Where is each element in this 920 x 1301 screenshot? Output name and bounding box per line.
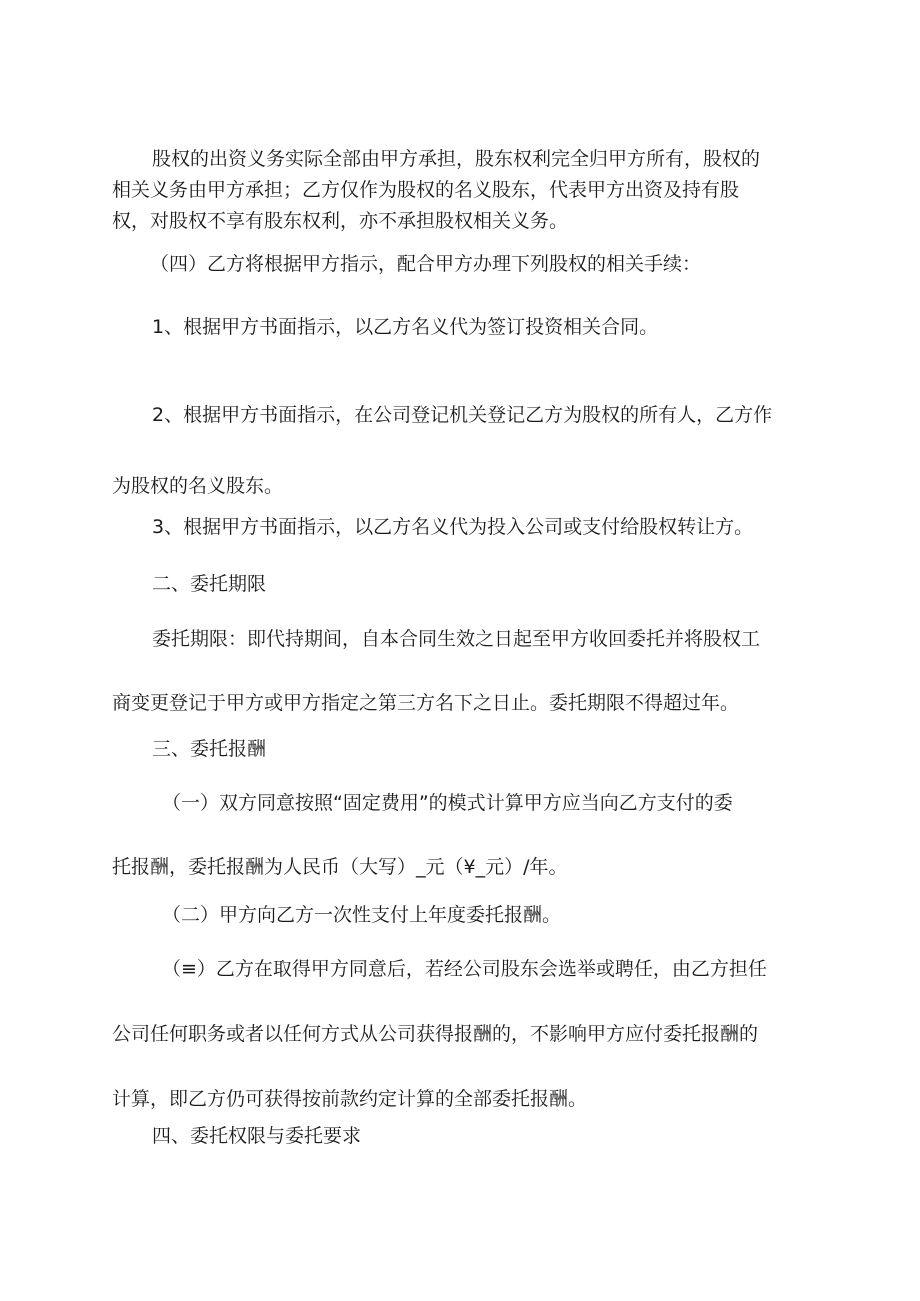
list-item-3 xyxy=(152,512,852,539)
text-line: 相关义务由甲方承担；乙方仅作为股权的名义股东，代表甲方出资及持有股 xyxy=(112,179,740,201)
list-item-2 xyxy=(112,400,812,498)
text-line: （≡）乙方在取得甲方同意后，若经公司股东会选举或聘任，由乙方担任 xyxy=(162,958,767,980)
list-item-1 xyxy=(152,312,852,339)
text-line: （一）双方同意按照“固定费用”的模式计算甲方应当向乙方支付的委 xyxy=(162,792,733,814)
text-line: 三、委托报酬 xyxy=(152,738,267,760)
text-line: 股权的出资义务实际全部由甲方承担，股东权利完全归甲方所有，股权的 xyxy=(152,148,761,170)
section-heading-compensation xyxy=(152,734,852,761)
section-heading-term xyxy=(152,569,852,596)
paragraph-fixed-fee xyxy=(112,788,812,879)
text-line: 3、根据甲方书面指示，以乙方名义代为投入公司或支付给股权转让方。 xyxy=(152,516,754,538)
text-line: 为股权的名义股东。 xyxy=(112,475,284,497)
text-line: 二、委托期限 xyxy=(152,573,267,595)
text-line: 商变更登记于甲方或甲方指定之第三方名下之日止。委托期限不得超过年。 xyxy=(112,692,740,714)
section-heading-authority xyxy=(152,1121,852,1148)
paragraph-company-roles xyxy=(112,954,812,1111)
text-line: 委托期限：即代持期间，自本合同生效之日起至甲方收回委托并将股权工 xyxy=(152,628,761,650)
text-line: 1、根据甲方书面指示，以乙方名义代为签订投资相关合同。 xyxy=(152,316,659,338)
text-line: 公司任何职务或者以任何方式从公司获得报酬的，不影响甲方应付委托报酬的 xyxy=(112,1023,759,1045)
text-line: （四）乙方将根据甲方指示，配合甲方办理下列股权的相关手续： xyxy=(150,253,702,275)
text-line: 托报酬，委托报酬为人民币（大写）_元（¥_元）/年。 xyxy=(112,856,568,878)
text-line: （二）甲方向乙方一次性支付上年度委托报酬。 xyxy=(162,904,562,926)
text-line: 四、委托权限与委托要求 xyxy=(152,1125,362,1147)
paragraph-equity-obligations xyxy=(112,144,812,237)
text-line: 2、根据甲方书面指示，在公司登记机关登记乙方为股权的所有人，乙方作 xyxy=(152,404,773,426)
paragraph-procedures-intro xyxy=(150,249,850,276)
text-line: 权，对股权不享有股东权利，亦不承担股权相关义务。 xyxy=(112,210,569,232)
text-line: 计算，即乙方仍可获得按前款约定计算的全部委托报酬。 xyxy=(112,1088,588,1110)
paragraph-annual-payment xyxy=(162,900,862,927)
paragraph-term-definition xyxy=(112,624,812,715)
